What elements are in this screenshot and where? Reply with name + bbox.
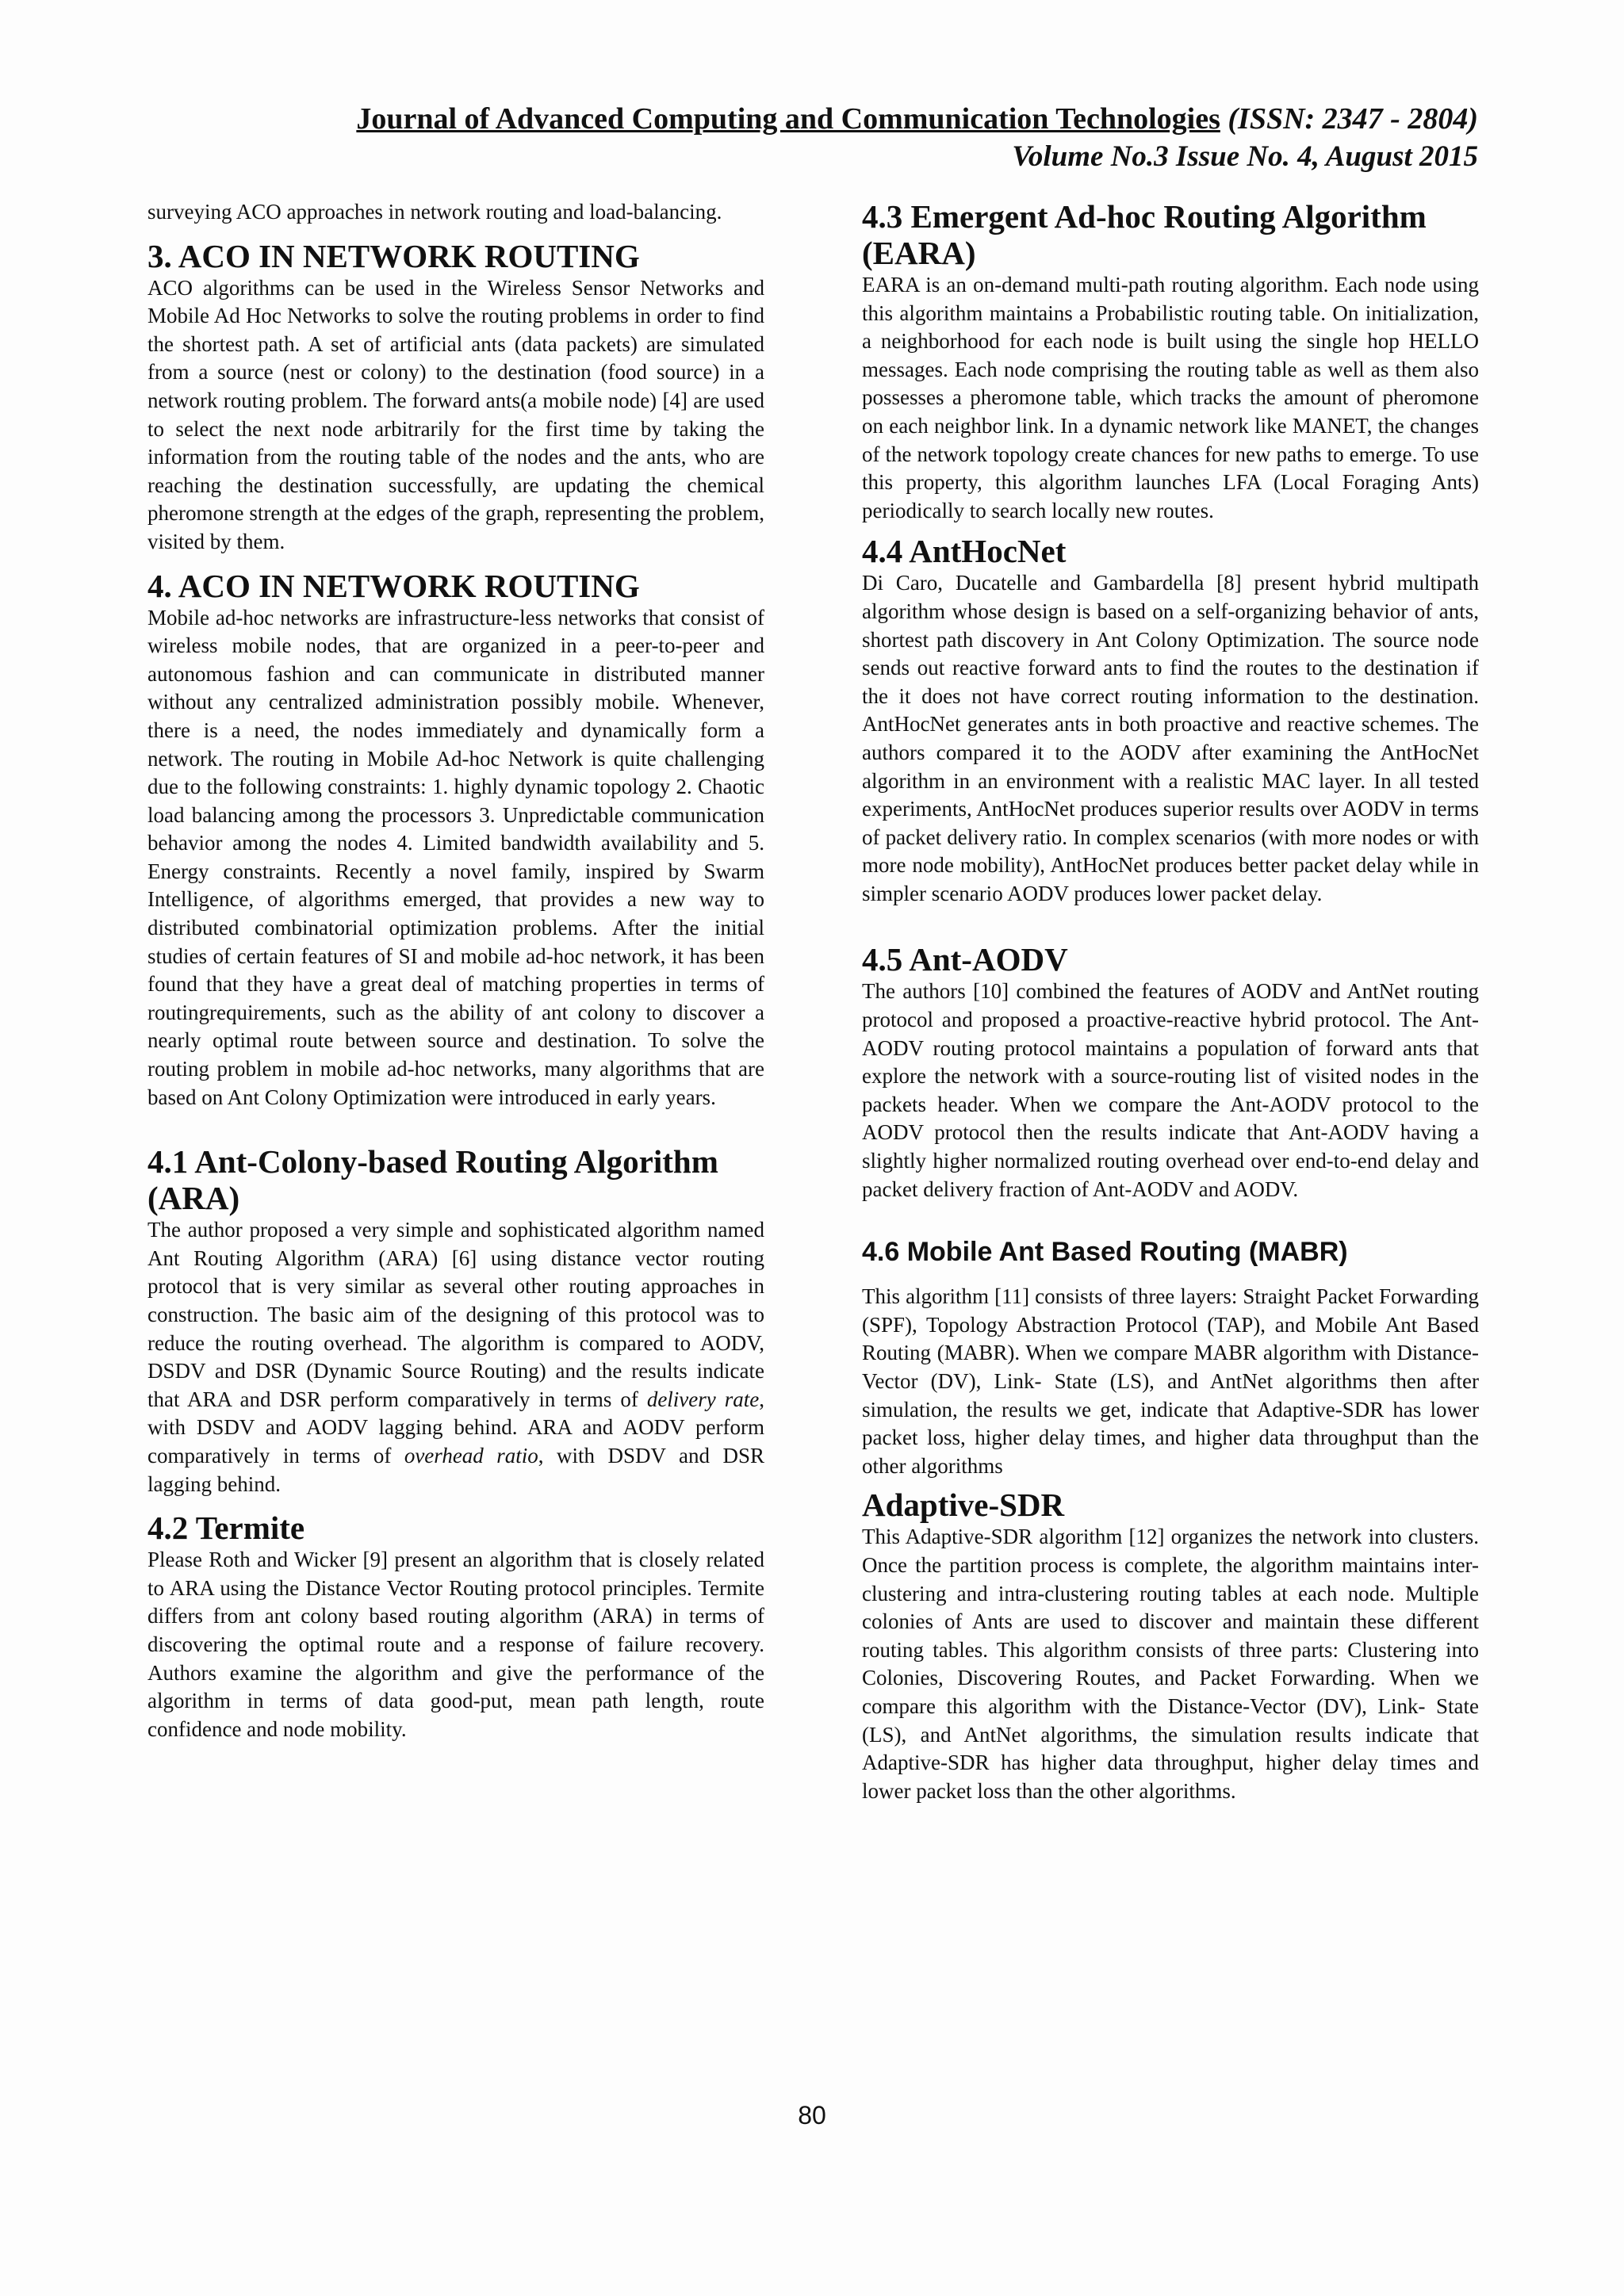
section-4-6-paragraph: This algorithm [11] consists of three layers: Straight Packet Forwarding (SPF), Topology Abstraction Protocol (TAP), and Mobile Ant Based Routing (MABR). When we compare MABR algorithm with Distance-Vector (DV), Link- State (LS), and AntNet algorithms then after simulation, the results we get, indicate that Adaptive-SDR has lower packet loss, higher delay times, and higher data throughput than the other algorithms — [862, 1284, 1479, 1478]
section-4-2-paragraph: Please Roth and Wicker [9] present an algorithm that is closely related to ARA using the Distance Vector Routing protocol principles. Termite differs from ant colony based routing algorithm (ARA) in terms of discovering the optimal route and a response of failure recovery. Authors examine the algorithm and give the performance of the algorithm in terms of data good-put, mean path length, route confidence and node mobility. — [147, 1548, 764, 1741]
section-4-5-paragraph: The authors [10] combined the features of AODV and AntNet routing protocol and proposed a proactive-reactive hybrid protocol. The Ant-AODV routing protocol maintains a population of forward ants that explore the network with a source-routing list of visited nodes in the packets header. When we compare the Ant-AODV protocol to the AODV protocol then the results indicate that Ant-AODV having a slightly higher normalized routing overhead over end-to-end delay and packet delivery fraction of Ant-AODV and AODV. — [862, 979, 1479, 1201]
issn: (ISSN: 2347 - 2804) — [1228, 102, 1478, 136]
volume-line: Volume No.3 Issue No. 4, August 2015 — [1012, 140, 1478, 173]
section-4-6-title: 4.6 Mobile Ant Based Routing (MABR) — [862, 1237, 1348, 1268]
intro-paragraph: surveying ACO approaches in network routing and load-balancing. — [147, 200, 722, 224]
right-column — [862, 198, 1479, 1805]
left-column — [147, 198, 764, 1743]
section-3-title: 3. ACO IN NETWORK ROUTING — [147, 237, 640, 274]
section-4-1-title: 4.1 Ant-Colony-based Routing Algorithm (ARA) — [147, 1143, 718, 1217]
section-4-4-title: 4.4 AntHocNet — [862, 533, 1067, 570]
section-4-5-title: 4.5 Ant-AODV — [862, 941, 1068, 978]
delivery-rate-term: delivery rate — [646, 1387, 760, 1411]
page-number: 80 — [798, 2101, 826, 2130]
section-4-3-paragraph: EARA is an on-demand multi-path routing algorithm. Each node using this algorithm maintains a Probabilistic routing table. On initialization, a neighborhood for each node is built using the single hop HELLO messages. Each node comprising the routing table as well as them also possesses a pheromone table, which tracks the amount of pheromone on each neighbor link. In a dynamic network like MANET, the changes of the network topology create chances for new paths to emerge. To use this property, this algorithm launches LFA (Local Foraging Ants) periodically to search locally new routes. — [862, 273, 1479, 522]
journal-name: Journal of Advanced Computing and Communication Technologies — [356, 102, 1220, 136]
section-4-1-text-b: , with DSDV and AODV lagging behind. ARA and AODV perform comparatively in terms of — [147, 1387, 764, 1468]
section-4-title: 4. ACO IN NETWORK ROUTING — [147, 567, 640, 604]
section-3-paragraph: ACO algorithms can be used in the Wireless Sensor Networks and Mobile Ad Hoc Networks to solve the routing problems in order to find the shortest path. A set of artificial ants (data packets) are simulated from a source (nest or colony) to the destination (food source) in a network routing problem. The forward ants(a mobile node) [4] are used to select the next node arbitrarily for the first time by taking the information from the routing table of the nodes and the ants, who are reaching the destination successfully, are updating the chemical pheromone strength at the edges of the graph, representing the problem, visited by them. — [147, 275, 764, 553]
section-4-3-title: 4.3 Emergent Ad-hoc Routing Algorithm (EARA) — [862, 198, 1427, 271]
section-4-paragraph: Mobile ad-hoc networks are infrastructure-less networks that consist of wireless mobile nodes, that are organized in a peer-to-peer and autonomous fashion and can communicate in distributed manner without any centralized administration possibly mobile. Whenever, there is a need, the nodes immediately and dynamically form a network. The routing in Mobile Ad-hoc Network is quite challenging due to the following constraints: 1. highly dynamic topology 2. Chaotic load balancing among the processors 3. Unpredictable communication behavior among the nodes 4. Limited bandwidth availability and 5. Energy constraints. Recently a novel family, inspired by Swarm Intelligence, of algorithms emerged, that provides a new way to distributed combinatorial optimization problems. After the initial studies of certain features of SI and mobile ad-hoc network, it has been found that they have a great deal of matching properties in terms of routingrequirements, such as the ability of ant colony to discover a nearly optimal route between source and destination. To solve the routing problem in mobile ad-hoc networks, many algorithms that are based on Ant Colony Optimization were introduced in early years. — [147, 605, 764, 1109]
section-4-1-text-a: The author proposed a very simple and sophisticated algorithm named Ant Routing Algorithm (ARA) [6] using distance vector routing protocol that is very similar as several other routing approaches in construction. The basic aim of the designing of this protocol was to reduce the routing overhead. The algorithm is compared to AODV, DSDV and DSR (Dynamic Source Routing) and the results indicate that ARA and DSR perform comparatively in terms of — [147, 1218, 764, 1411]
adaptive-sdr-paragraph: This Adaptive-SDR algorithm [12] organizes the network into clusters. Once the partition process is complete, the algorithm maintains inter-clustering and intra-clustering routing tables at each node. Multiple colonies of Ants are used to discover and maintain these different routing tables. This algorithm consists of three parts: Clustering into Colonies, Discovering Routes, and Packet Forwarding. When we compare this algorithm with the Distance-Vector (DV), Link- State (LS), and AntNet algorithms, the simulation results indicate that Adaptive-SDR has higher data throughput, higher delay times and lower packet loss than the other algorithms. — [862, 1525, 1479, 1803]
adaptive-sdr-title: Adaptive-SDR — [862, 1487, 1065, 1524]
running-header — [159, 100, 1478, 176]
section-4-4-paragraph: Di Caro, Ducatelle and Gambardella [8] present hybrid multipath algorithm whose design is based on a self-organizing behavior of ants, shortest path discovery in Ant Colony Optimization. The source node sends out reactive forward ants to find the routes to the destination if the it does not have correct routing information to the destination. AntHocNet generates ants in both proactive and reactive schemes. The authors compared it to the AODV after examining the AntHocNet algorithm in an environment with a realistic MAC layer. In all tested experiments, AntHocNet produces superior results over AODV in terms of packet delivery ratio. In complex scenarios (with more nodes or with more node mobility), AntHocNet produces better packet delay while in simpler scenario AODV produces lower packet delay. — [862, 571, 1479, 905]
journal-line — [159, 100, 1478, 138]
section-4-1-text-c: , with DSDV and DSR lagging behind. — [147, 1443, 764, 1496]
section-4-1-paragraph — [147, 1216, 764, 1498]
section-4-2-title: 4.2 Termite — [147, 1510, 305, 1547]
overhead-ratio-term: overhead ratio — [404, 1443, 538, 1468]
